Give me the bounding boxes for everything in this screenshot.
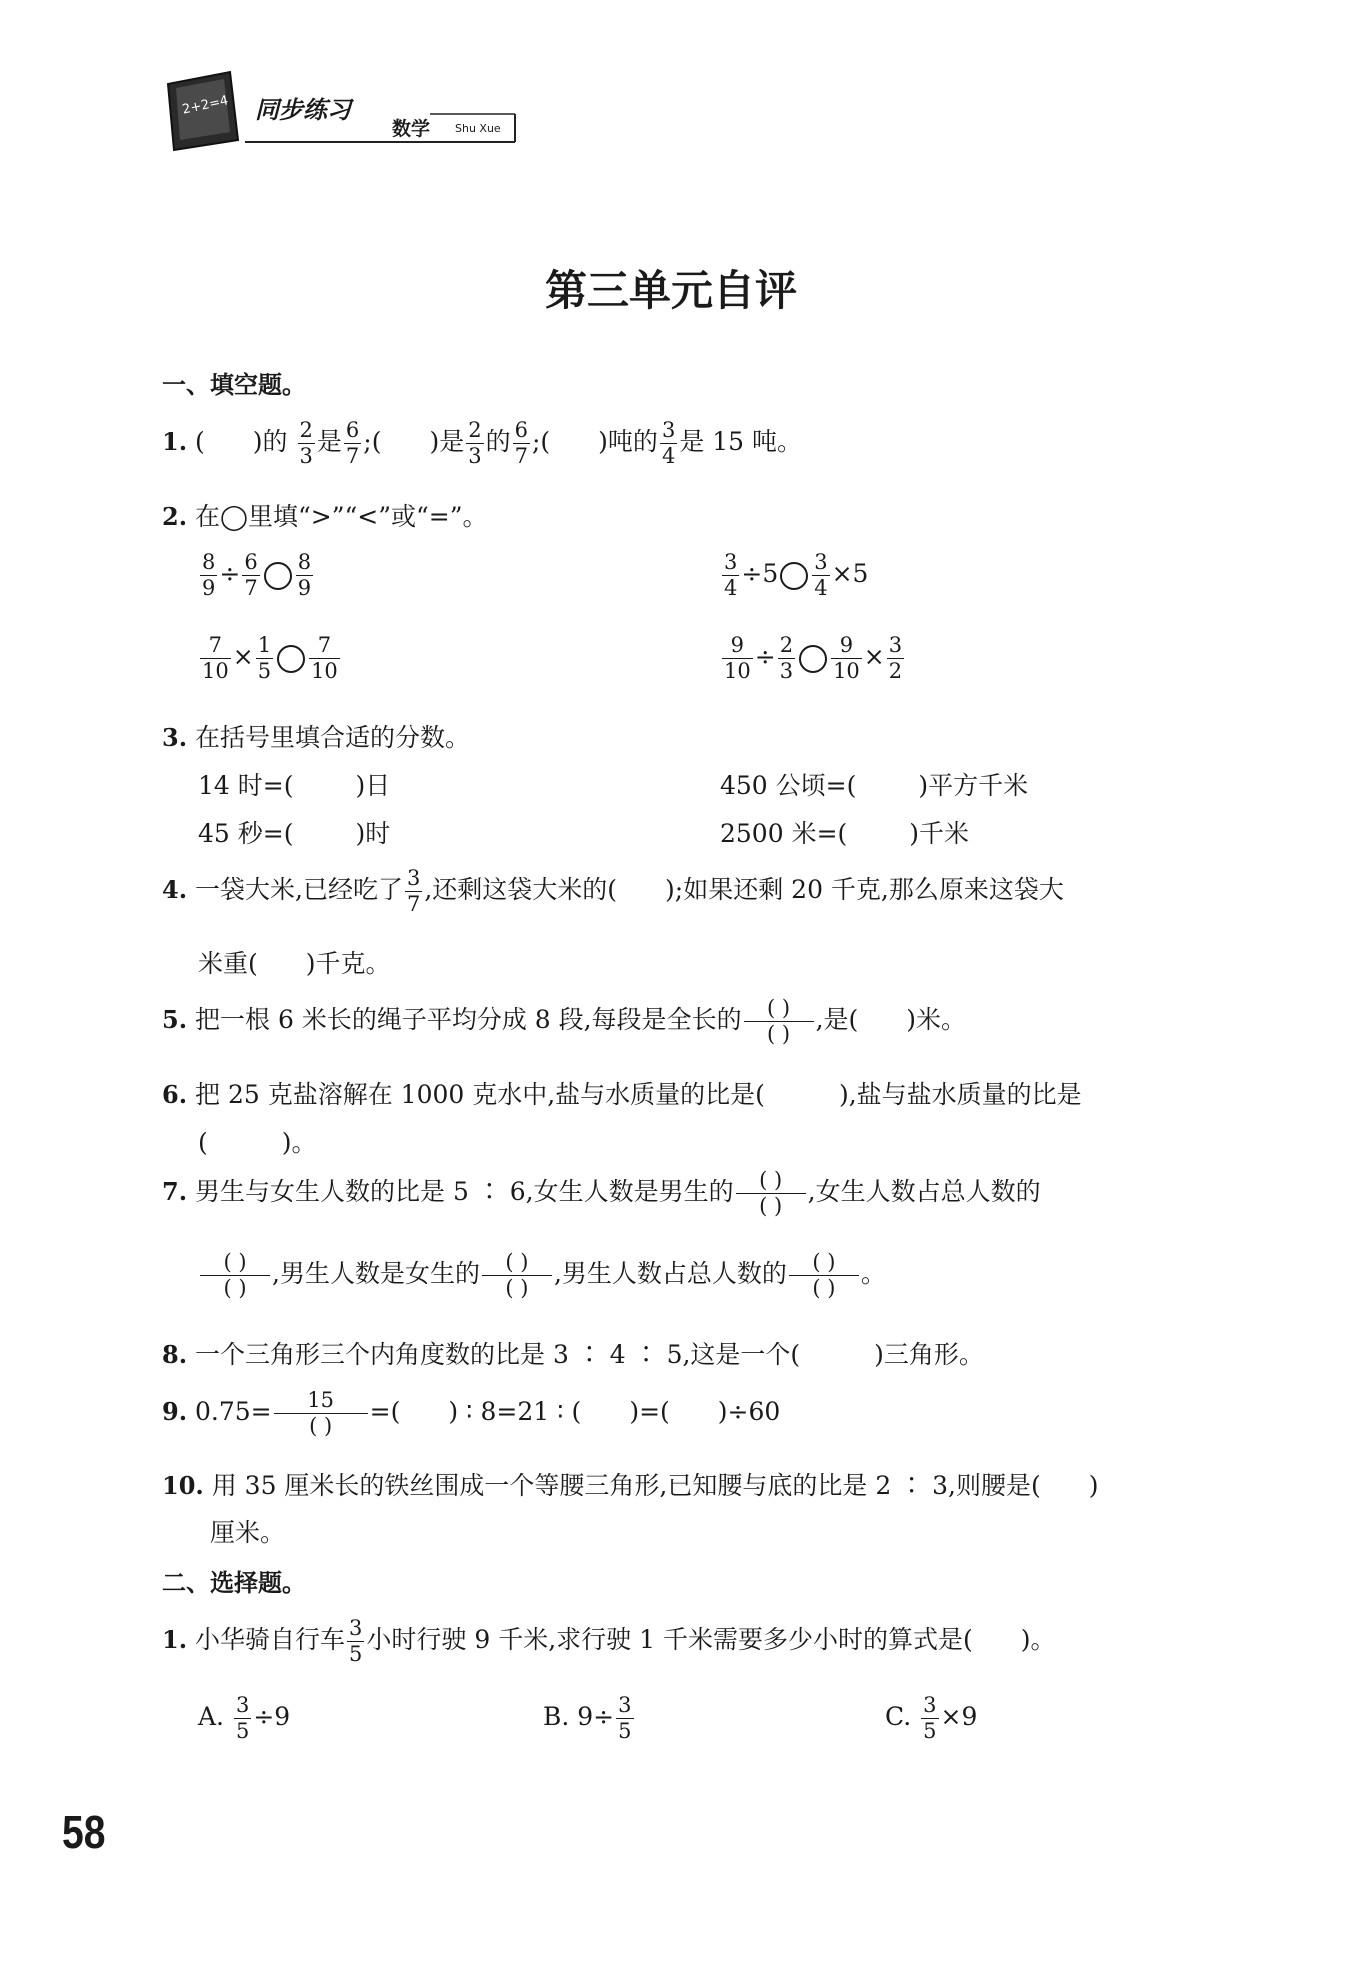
badge-text: 2+2=4 xyxy=(180,93,230,118)
question-4-cont: 米重( )千克。 xyxy=(198,949,391,978)
question-6-cont: ( )。 xyxy=(198,1128,317,1157)
series-title: 同步练习 xyxy=(255,96,351,124)
question-number: 3. xyxy=(162,723,188,752)
text: 的 xyxy=(485,427,511,456)
text: 在◯里填“>”“<”或“=”。 xyxy=(195,502,488,531)
question-number: 1. xyxy=(162,427,188,456)
question-number: 10. xyxy=(162,1471,204,1500)
question-number: 5. xyxy=(162,1005,188,1034)
compare-circle[interactable] xyxy=(780,562,808,590)
text: ;( xyxy=(531,427,551,456)
question-number: 4. xyxy=(162,875,188,904)
question-8: 8. 一个三角形三个内角度数的比是 3 ∶ 4 ∶ 5,这是一个( )三角形。 xyxy=(162,1340,984,1369)
compare-2: $\frac{3}{4}$ ÷5 $\frac{3}{4}$ ×5 xyxy=(724,550,869,600)
question-7: 7. 男生与女生人数的比是 5 ∶ 6,女生人数是男生的 $\frac{( )}{( )}$ ,女生人数占总人数的 xyxy=(162,1168,1041,1218)
page-title: 第三单元自评 xyxy=(545,266,798,315)
question-2 xyxy=(162,497,488,533)
section-heading-fill: 一、填空题。 xyxy=(162,371,306,399)
question-number: 9. xyxy=(162,1397,188,1426)
text: 在括号里填合适的分数。 xyxy=(195,723,471,752)
fraction: $\frac{6}{7}$ xyxy=(345,418,360,468)
question-number: 1. xyxy=(162,1625,188,1654)
question-7-cont: $\frac{( )}{( )}$ ,男生人数是女生的 $\frac{( )}{( )}$ ,男生人数占总人数的 $\frac{( )}{( )}$ 。 xyxy=(198,1252,886,1299)
compare-4: $\frac{9}{10}$ ÷ $\frac{2}{3}$ $\frac{9}{10}$ × $\frac{3}{2}$ xyxy=(724,633,903,683)
text: )吨的 xyxy=(598,427,658,456)
subject-pinyin: Shu Xue xyxy=(455,122,501,135)
question-4: 4. 一袋大米,已经吃了 $\frac{3}{7}$ ,还剩这袋大米的( );如果还剩 20 千克,那么原来这袋大 xyxy=(162,866,1064,916)
question-number: 7. xyxy=(162,1177,188,1206)
fraction: $\frac{2}{3}$ xyxy=(299,418,313,468)
text: 是 xyxy=(316,427,342,456)
option-b[interactable]: B. 9÷ $\frac{3}{5}$ xyxy=(543,1693,632,1743)
compare-circle[interactable] xyxy=(799,645,827,673)
question-6: 6. 把 25 克盐溶解在 1000 克水中,盐与水质量的比是( ),盐与盐水质量的比是 xyxy=(162,1080,1082,1109)
q3-item: 450 公顷=( )平方千米 xyxy=(720,771,1029,800)
question-9: 9. 0.75= $\frac{15}{( )}$ =( ) ∶ 8=21 ∶ ( )=( )÷60 xyxy=(162,1388,781,1438)
option-a[interactable]: A. $\frac{3}{5}$ ÷9 xyxy=(198,1693,291,1743)
q3-item: 2500 米=( )千米 xyxy=(720,819,970,848)
page-number: 58 xyxy=(62,1806,106,1858)
section-heading-choice: 二、选择题。 xyxy=(162,1569,306,1597)
text: )是 xyxy=(429,427,465,456)
fraction: $\frac{3}{4}$ xyxy=(661,418,676,468)
fraction: $\frac{6}{7}$ xyxy=(514,418,528,468)
question-number: 2. xyxy=(162,502,188,531)
text: ;( xyxy=(363,427,382,456)
question-10: 10. 用 35 厘米长的铁丝围成一个等腰三角形,已知腰与底的比是 2 ∶ 3,则腰是( ) xyxy=(162,1471,1099,1500)
header-logo xyxy=(160,62,520,152)
text: )的 xyxy=(252,427,288,456)
text: ( xyxy=(195,427,205,456)
compare-circle[interactable] xyxy=(264,562,292,590)
compare-3: $\frac{7}{10}$ × $\frac{1}{5}$ $\frac{7}{10}$ xyxy=(202,633,338,683)
question-3 xyxy=(162,718,470,754)
subject-label: 数学 xyxy=(392,118,431,140)
compare-circle[interactable] xyxy=(277,645,305,673)
question-10-cont: 厘米。 xyxy=(210,1518,286,1547)
compare-1: $\frac{8}{9}$ ÷ $\frac{6}{7}$ $\frac{8}{9}$ xyxy=(202,550,312,600)
q3-item: 14 时=( )日 xyxy=(198,771,391,800)
question-number: 6. xyxy=(162,1080,188,1109)
text: 是 15 吨。 xyxy=(679,427,803,456)
question-5: 5. 把一根 6 米长的绳子平均分成 8 段,每段是全长的 $\frac{( )}{( )}$ ,是( )米。 xyxy=(162,996,967,1046)
fraction: $\frac{2}{3}$ xyxy=(468,418,482,468)
question-number: 8. xyxy=(162,1340,188,1369)
question-1 xyxy=(162,420,802,467)
q3-item: 45 秒=( )时 xyxy=(198,819,391,848)
option-c[interactable]: C. $\frac{3}{5}$ ×9 xyxy=(885,1693,978,1743)
choice-question-1: 1. 小华骑自行车 $\frac{3}{5}$ 小时行驶 9 千米,求行驶 1 千米需要多少小时的算式是( )。 xyxy=(162,1616,1056,1666)
